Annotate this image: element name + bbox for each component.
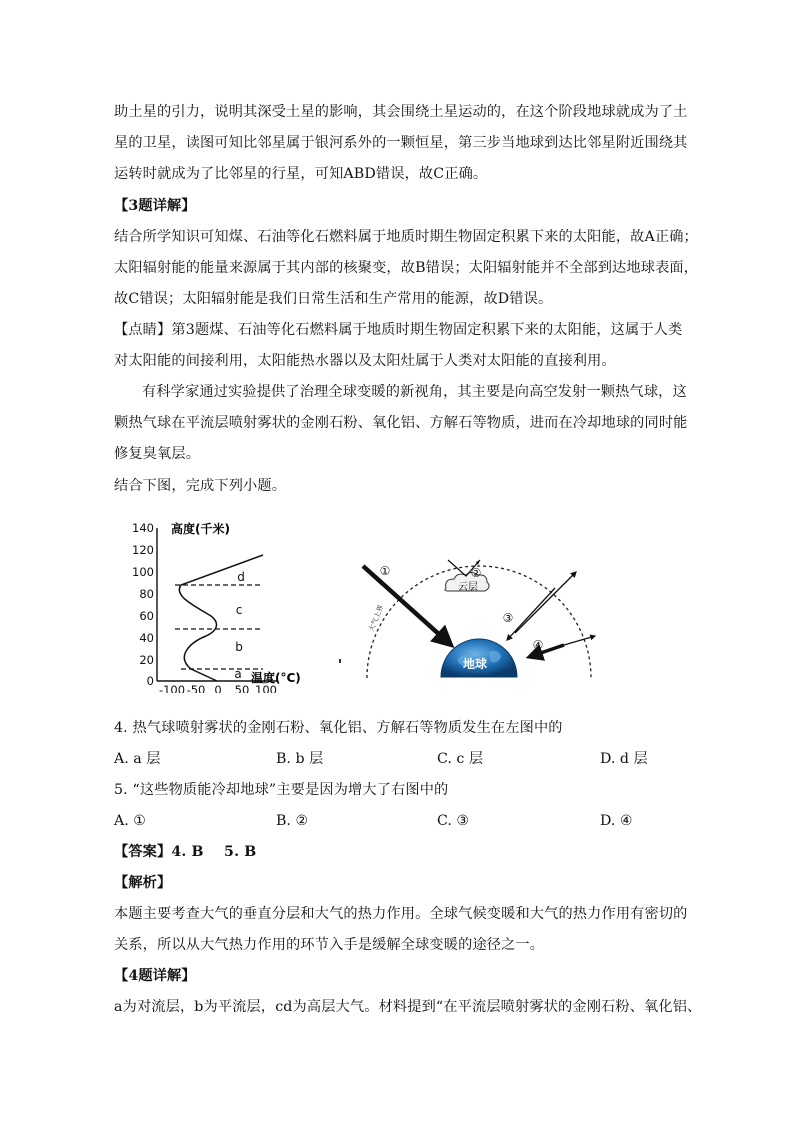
q4-option-b: B. b 层: [276, 751, 324, 767]
explanation-line: a为对流层，b为平流层，cd为高层大气。材料提到“在平流层喷射雾状的金刚石粉、氧化铝、: [114, 999, 702, 1015]
x-axis-title: 温度(°C): [251, 671, 301, 685]
paragraph-line: 太阳辐射能的能量来源属于其内部的核聚变，故B错误；太阳辐射能并不全部到达地球表面，: [114, 260, 699, 276]
x-tick-label: 50: [234, 683, 250, 693]
y-axis-title: 高度(千米): [171, 522, 230, 536]
earth-label: 地球: [462, 657, 488, 671]
question-4: 4. 热气球喷射雾状的金刚石粉、氧化铝、方解石等物质发生在左图中的: [114, 720, 563, 736]
arrow-3-ground-radiation: [515, 572, 576, 633]
atmosphere-layer-chart: [125, 518, 340, 693]
boundary-label: 大气上界: [367, 603, 386, 633]
material-line: 颗热气球在平流层喷射雾状的金刚石粉、氧化铝、方解石等物质，进而在冷却地球的同时能: [114, 415, 688, 431]
arrow-label-3: ③: [502, 611, 514, 625]
material-line: 修复臭氧层。: [114, 446, 201, 462]
layer-label-a: a: [234, 667, 242, 681]
atmospheric-heating-diagram: [345, 528, 615, 683]
arrow-3-atmospheric-counter-radiation: [507, 588, 555, 640]
q5-option-c: C. ③: [437, 813, 470, 829]
tip-line: 对太阳能的间接利用，太阳能热水器以及太阳灶属于人类对太阳能的直接利用。: [114, 353, 616, 369]
q5-option-d: D. ④: [600, 813, 633, 829]
question-5: 5. “这些物质能冷却地球”主要是因为增大了右图中的: [114, 782, 449, 798]
q4-option-a: A. a 层: [114, 751, 161, 767]
y-tick-label: 0: [146, 674, 154, 688]
y-tick-label: 60: [139, 609, 154, 623]
q5-option-b: B. ②: [276, 813, 309, 829]
paragraph-line: 故C错误；太阳辐射能是我们日常生活和生产常用的能源，故D错误。: [114, 291, 553, 307]
layer-label-c: c: [235, 603, 243, 617]
instruction-line: 结合下图，完成下列小题。: [114, 478, 287, 494]
y-tick-label: 40: [139, 631, 154, 645]
y-tick-label: 100: [132, 565, 154, 579]
analysis-line: 本题主要考查大气的垂直分层和大气的热力作用。全球气候变暖和大气的热力作用有密切的: [114, 906, 688, 922]
material-line: 有科学家通过实验提供了治理全球变暖的新视角，其主要是向高空发射一颗热气球，这: [142, 384, 687, 400]
layer-label-d: d: [237, 570, 245, 584]
tip-line: 【点睛】第3题煤、石油等化石燃料属于地质时期生物固定积累下来的太阳能，这属于人类: [114, 322, 683, 338]
paragraph-line: 结合所学知识可知煤、石油等化石燃料属于地质时期生物固定积累下来的太阳能，故A正确；: [114, 229, 698, 245]
layer-label-b: b: [235, 640, 243, 654]
y-tick-label: 140: [132, 521, 154, 535]
arrow-label-4: ④: [532, 638, 544, 652]
paragraph-line: 星的卫星，读图可知比邻星属于银河系外的一颗恒星，第三步当地球到达比邻星附近围绕其: [114, 135, 688, 151]
analysis-heading: 【解析】: [114, 875, 172, 891]
answer-line: 【答案】4. B 5. B: [114, 844, 257, 860]
section-heading: 【3题详解】: [114, 198, 196, 214]
x-tick-label: -100: [158, 683, 186, 693]
arrow-label-2: ②: [470, 566, 482, 580]
cloud-label: 云层: [458, 582, 478, 593]
q5-option-a: A. ①: [114, 813, 146, 829]
analysis-line: 关系，所以从大气热力作用的环节入手是缓解全球变暖的途径之一。: [114, 937, 545, 953]
paragraph-line: 助土星的引力，说明其深受土星的影响，其会围绕土星运动的，在这个阶段地球就成为了土: [114, 104, 688, 120]
y-tick-label: 80: [139, 587, 154, 601]
x-tick-label: -50: [186, 683, 206, 693]
y-tick-label: 20: [139, 653, 154, 667]
q4-option-d: D. d 层: [600, 751, 648, 767]
stray-mark: [339, 659, 341, 663]
x-tick-label: 0: [214, 683, 222, 693]
arrow-label-1: ①: [379, 564, 391, 578]
arrow-4-outgoing: [564, 636, 595, 645]
y-tick-label: 120: [132, 543, 154, 557]
section-heading: 【4题详解】: [114, 968, 196, 984]
x-tick-label: 100: [255, 683, 277, 693]
paragraph-line: 运转时就成为了比邻星的行星，可知ABD错误，故C正确。: [114, 166, 488, 182]
q4-option-c: C. c 层: [437, 751, 484, 767]
temperature-curve: [179, 555, 263, 681]
